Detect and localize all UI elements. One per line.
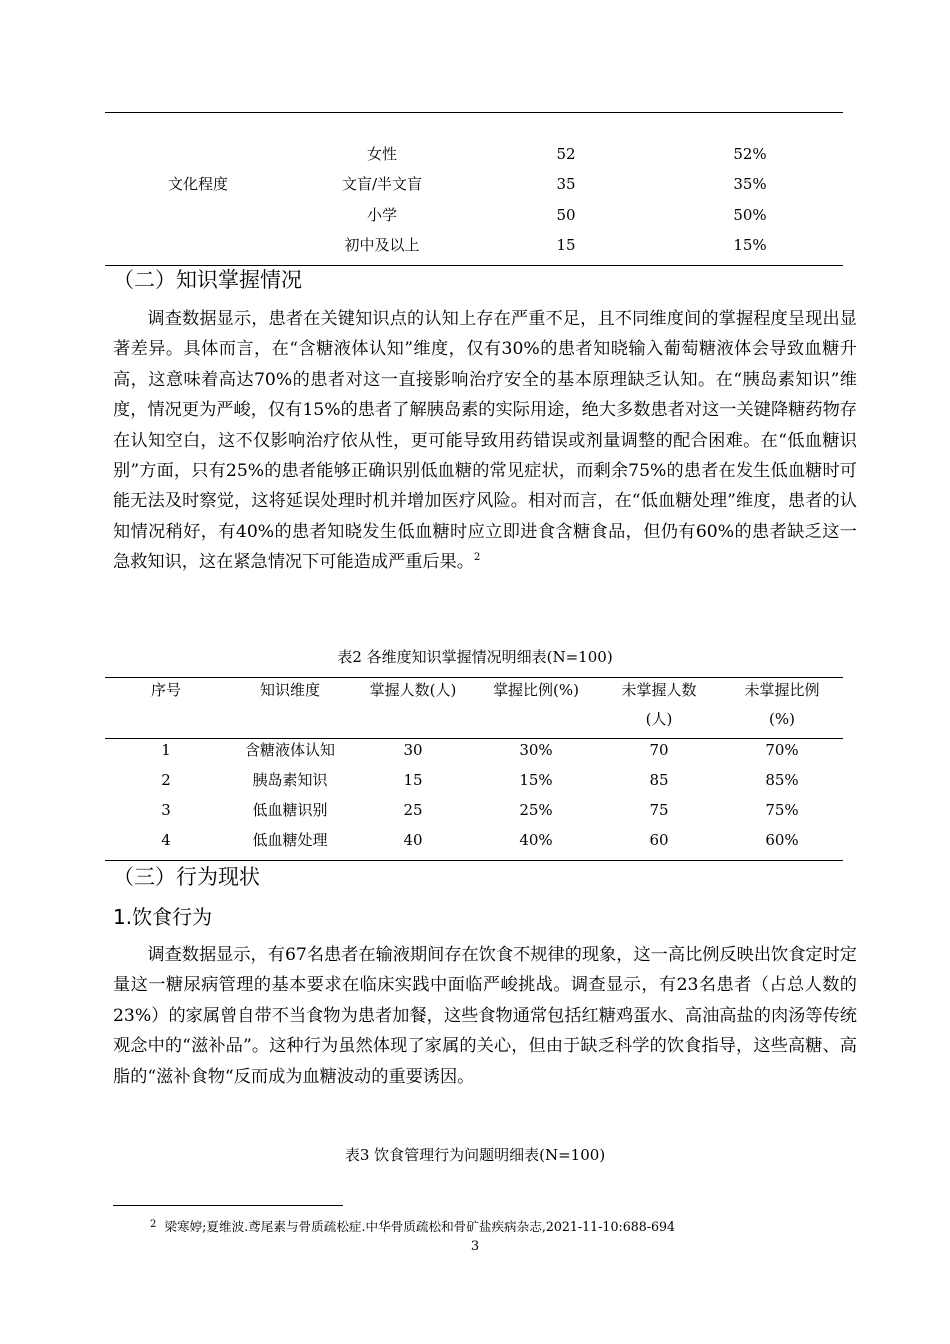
- table2-cell: 15%: [519, 771, 553, 789]
- footnote-text: 梁寒婷;夏维波.鸢尾素与骨质疏松症.中华骨质疏松和骨矿盐疾病杂志,2021-11-10:688-694: [164, 1219, 676, 1234]
- table2-header: 掌握比例(%): [493, 681, 579, 699]
- table2-header: 序号: [150, 681, 182, 699]
- table1-cell: 50: [556, 206, 576, 224]
- table2-cell: 70%: [765, 741, 799, 759]
- table2-cell: 85: [649, 771, 669, 789]
- table2-header-rule: [105, 738, 843, 739]
- table2-cell: 30%: [519, 741, 553, 759]
- table2-cell: 60%: [765, 831, 799, 849]
- table1-cell: 女性: [366, 145, 398, 163]
- table2-cell: 15: [403, 771, 423, 789]
- table2-cell: 40: [403, 831, 423, 849]
- table2-cell: 85%: [765, 771, 799, 789]
- footnote-ref: 2: [473, 552, 481, 564]
- section2-heading: （二）知识掌握情况: [113, 268, 302, 292]
- table2-header: (%): [769, 710, 795, 728]
- table1-cell: 35%: [733, 175, 767, 193]
- table2-header: (人): [645, 710, 673, 728]
- table2-top-rule: [105, 677, 843, 678]
- table1-cell: 35: [556, 175, 576, 193]
- table2-cell: 1: [161, 741, 171, 759]
- table1-group-label: 文化程度: [167, 175, 229, 193]
- page-number: 3: [470, 1239, 480, 1254]
- table2-cell: 25: [403, 801, 423, 819]
- table2-header: 未掌握比例: [744, 681, 820, 699]
- table2-cell: 70: [649, 741, 669, 759]
- table2-caption: 表2 各维度知识掌握情况明细表(N=100): [337, 648, 613, 666]
- table2-bottom-rule: [105, 860, 843, 861]
- footnote: [150, 1216, 675, 1236]
- table1-cell: 50%: [733, 206, 767, 224]
- section3-paragraph: 调查数据显示，有67名患者在输液期间存在饮食不规律的现象，这一高比例反映出饮食定时定量这一糖尿病管理的基本要求在临床实践中面临严峻挑战。调查显示，有23名患者（占总人数的23%）的家属曾自带不当食物为患者加餐，这些食物通常包括红糖鸡蛋水、高油高盐的肉汤等传统观念中的“滋补品”。这种行为虽然体现了家属的关心，但由于缺乏科学的饮食指导，这些高糖、高脂的“滋补食物“反而成为血糖波动的重要诱因。: [113, 945, 857, 1087]
- table1-cell: 小学: [366, 206, 398, 224]
- table2-header: 掌握人数(人): [369, 681, 457, 699]
- table1-cell: 52: [556, 145, 576, 163]
- table1-cell: 15: [556, 236, 576, 254]
- table2-cell: 3: [161, 801, 171, 819]
- table2-cell: 胰岛素知识: [252, 771, 328, 789]
- table2-header: 未掌握人数: [621, 681, 697, 699]
- section3-heading: （三）行为现状: [113, 865, 260, 889]
- table2-cell: 30: [403, 741, 423, 759]
- table1-cell: 15%: [733, 236, 767, 254]
- section2-text: 调查数据显示，患者在关键知识点的认知上存在严重不足，且不同维度间的掌握程度呈现出显著差异。具体而言，在“含糖液体认知”维度，仅有30%的患者知晓输入葡萄糖液体会导致血糖升高，这意味着高达70%的患者对这一直接影响治疗安全的基本原理缺乏认知。在“胰岛素知识”维度，情况更为严峻，仅有15%的患者了解胰岛素的实际用途，绝大多数患者对这一关键降糖药物存在认知空白，这不仅影响治疗依从性，更可能导致用药错误或剂量调整的配合困难。在“低血糖识别”方面，只有25%的患者能够正确识别低血糖的常见症状，而剩余75%的患者在发生低血糖时可能无法及时察觉，这将延误处理时机并增加医疗风险。相对而言，在“低血糖处理”维度，患者的认知情况稍好，有40%的患者知晓发生低血糖时应立即进食含糖食品，但仍有60%的患者缺乏这一急救知识，这在紧急情况下可能造成严重后果。: [113, 309, 857, 573]
- table2-cell: 4: [161, 831, 171, 849]
- table2-cell: 25%: [519, 801, 553, 819]
- table2-cell: 低血糖处理: [252, 831, 328, 849]
- table2-cell: 75%: [765, 801, 799, 819]
- table2-cell: 低血糖识别: [252, 801, 328, 819]
- table1-cell: 初中及以上: [344, 236, 420, 254]
- footnote-number: 2: [150, 1219, 157, 1230]
- table2-cell: 40%: [519, 831, 553, 849]
- table1-cell: 文盲/半文盲: [341, 175, 423, 193]
- table2-cell: 含糖液体认知: [244, 741, 336, 759]
- table2-cell: 2: [161, 771, 171, 789]
- table2-cell: 60: [649, 831, 669, 849]
- section2-paragraph: [113, 304, 857, 578]
- table1-cell: 52%: [733, 145, 767, 163]
- table2-cell: 75: [649, 801, 669, 819]
- footnote-rule: [113, 1205, 343, 1206]
- table2-header: 知识维度: [259, 681, 321, 699]
- table1-top-rule: [105, 112, 843, 113]
- section3-subheading: 1.饮食行为: [113, 905, 213, 929]
- table3-caption: 表3 饮食管理行为问题明细表(N=100): [344, 1146, 606, 1164]
